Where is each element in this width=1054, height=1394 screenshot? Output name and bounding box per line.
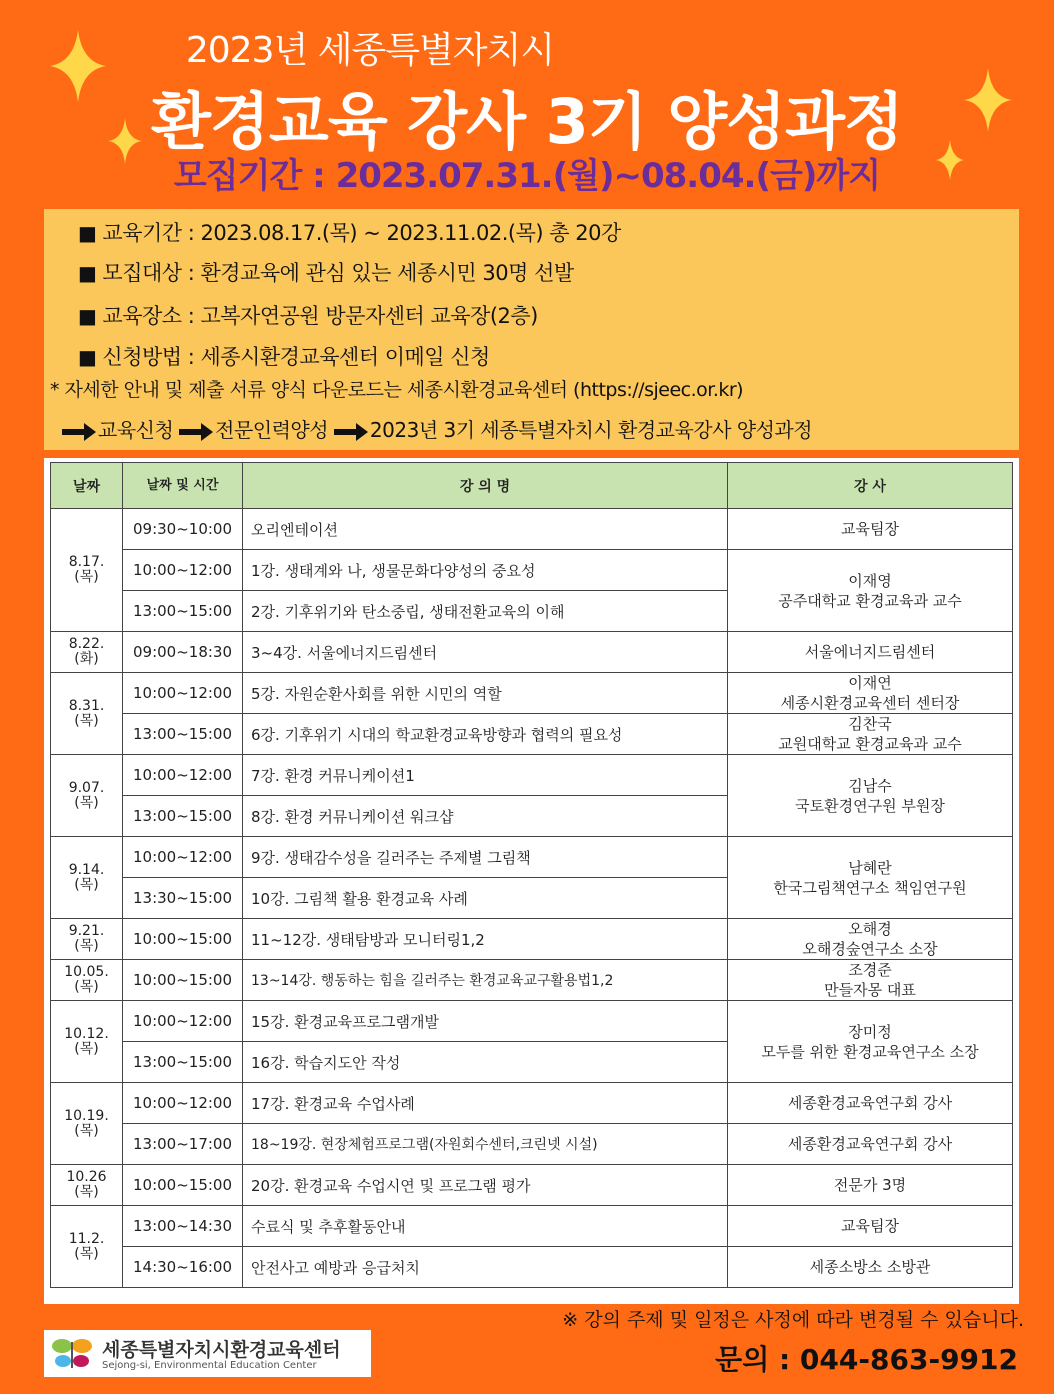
instructor-cell: 이재연 세종시환경교육센터 센터장 [728, 673, 1013, 714]
info-box [44, 209, 1019, 450]
date-cell: 10.05. (목) [51, 960, 123, 1001]
lecture-cell: 1강. 생태계와 나, 생물문화다양성의 중요성 [243, 550, 728, 591]
table-row [51, 714, 1013, 755]
instructor-cell: 전문가 3명 [728, 1165, 1013, 1206]
instructor-cell: 장미정 모두를 위한 환경교육연구소 소장 [728, 1001, 1013, 1083]
lecture-cell: 16강. 학습지도안 작성 [243, 1042, 728, 1083]
logo-name: 세종특별자치시환경교육센터 [102, 1339, 341, 1361]
instructor-cell: 서울에너지드림센터 [728, 632, 1013, 673]
lecture-cell: 6강. 기후위기 시대의 학교환경교육방향과 협력의 필요성 [243, 714, 728, 755]
lecture-cell: 수료식 및 추후활동안내 [243, 1206, 728, 1247]
header-subtitle: 2023년 세종특별자치시 [185, 30, 555, 71]
instructor-cell: 교육팀장 [728, 1206, 1013, 1247]
instructor-cell: 세종소방소 소방관 [728, 1247, 1013, 1288]
time-cell: 10:00~12:00 [123, 1001, 243, 1042]
lecture-cell: 안전사고 예방과 응급처치 [243, 1247, 728, 1288]
time-cell: 10:00~15:00 [123, 960, 243, 1001]
table-row [51, 1165, 1013, 1206]
info-item: ■ 신청방법 : 세종시환경교육센터 이메일 신청 [78, 345, 490, 369]
date-cell: 9.14. (목) [51, 837, 123, 919]
application-path: 교육신청 전문인력양성 2023년 3기 세종특별자치시 환경교육강사 양성과정 [62, 414, 812, 443]
time-cell: 13:00~15:00 [123, 796, 243, 837]
time-cell: 14:30~16:00 [123, 1247, 243, 1288]
recruitment-period: 모집기간 : 2023.07.31.(월)~08.04.(금)까지 [173, 156, 881, 196]
time-cell: 13:00~15:00 [123, 1042, 243, 1083]
instructor-cell: 오해경 오해경숲연구소 소장 [728, 919, 1013, 960]
time-cell: 09:30~10:00 [123, 509, 243, 550]
table-row [51, 1206, 1013, 1247]
instructor-cell: 이재영 공주대학교 환경교육과 교수 [728, 550, 1013, 632]
instructor-cell: 세종환경교육연구회 강사 [728, 1124, 1013, 1165]
table-row [51, 1247, 1013, 1288]
arrow-right-icon [62, 423, 96, 441]
date-cell: 11.2. (목) [51, 1206, 123, 1288]
arrow-right-icon [179, 423, 213, 441]
header-instructor: 강 사 [728, 463, 1013, 509]
date-cell: 10.12. (목) [51, 1001, 123, 1083]
table-row [51, 1124, 1013, 1165]
page-title: 환경교육 강사 3기 양성과정 [151, 85, 903, 158]
table-row [51, 550, 1013, 591]
table-row [51, 960, 1013, 1001]
date-cell: 9.21. (목) [51, 919, 123, 960]
lecture-cell: 11~12강. 생태탐방과 모니터링1,2 [243, 919, 728, 960]
date-cell: 8.17. (목) [51, 509, 123, 632]
lecture-cell: 18~19강. 현장체험프로그램(자원회수센터,크린넷 시설) [243, 1124, 728, 1165]
lecture-cell: 10강. 그림책 활용 환경교육 사례 [243, 878, 728, 919]
time-cell: 10:00~12:00 [123, 673, 243, 714]
instructor-cell: 교육팀장 [728, 509, 1013, 550]
lecture-cell: 9강. 생태감수성을 길러주는 주제별 그림책 [243, 837, 728, 878]
square-bullet-icon: ■ [78, 304, 97, 328]
instructor-cell: 김찬국 교원대학교 환경교육과 교수 [728, 714, 1013, 755]
lecture-cell: 7강. 환경 커뮤니케이션1 [243, 755, 728, 796]
lecture-cell: 8강. 환경 커뮤니케이션 워크샵 [243, 796, 728, 837]
schedule-change-note: ※ 강의 주제 및 일정은 사정에 따라 변경될 수 있습니다. [562, 1309, 1024, 1331]
lecture-cell: 오리엔테이션 [243, 509, 728, 550]
time-cell: 13:30~15:00 [123, 878, 243, 919]
logo-english-name: Sejong-si, Environmental Education Center [102, 1360, 317, 1371]
time-cell: 10:00~12:00 [123, 1083, 243, 1124]
lecture-cell: 17강. 환경교육 수업사례 [243, 1083, 728, 1124]
arrow-right-icon [334, 423, 368, 441]
time-cell: 13:00~17:00 [123, 1124, 243, 1165]
date-cell: 8.22. (화) [51, 632, 123, 673]
lecture-cell: 5강. 자원순환사회를 위한 시민의 역할 [243, 673, 728, 714]
header-datetime: 날짜 및 시간 [123, 463, 243, 509]
lecture-cell: 13~14강. 행동하는 힘을 길러주는 환경교육교구활용법1,2 [243, 960, 728, 1001]
table-row [51, 919, 1013, 960]
table-row [51, 509, 1013, 550]
time-cell: 13:00~15:00 [123, 714, 243, 755]
time-cell: 13:00~15:00 [123, 591, 243, 632]
time-cell: 10:00~12:00 [123, 550, 243, 591]
table-row [51, 1001, 1013, 1042]
square-bullet-icon: ■ [78, 221, 97, 245]
time-cell: 10:00~15:00 [123, 919, 243, 960]
instructor-cell: 세종환경교육연구회 강사 [728, 1083, 1013, 1124]
time-cell: 10:00~15:00 [123, 1165, 243, 1206]
info-item: ■ 모집대상 : 환경교육에 관심 있는 세종시민 30명 선발 [78, 261, 574, 285]
date-cell: 10.19. (목) [51, 1083, 123, 1165]
info-item: ■ 교육장소 : 고복자연공원 방문자센터 교육장(2층) [78, 304, 538, 328]
time-cell: 09:00~18:30 [123, 632, 243, 673]
instructor-cell: 김남수 국토환경연구원 부원장 [728, 755, 1013, 837]
contact-phone: 문의 : 044-863-9912 [715, 1343, 1018, 1376]
info-item: ■ 교육기간 : 2023.08.17.(목) ~ 2023.11.02.(목) 총 20강 [78, 221, 621, 245]
lecture-cell: 2강. 기후위기와 탄소중립, 생태전환교육의 이해 [243, 591, 728, 632]
table-row [51, 673, 1013, 714]
square-bullet-icon: ■ [78, 261, 97, 285]
time-cell: 10:00~12:00 [123, 837, 243, 878]
table-row [51, 1083, 1013, 1124]
table-row [51, 837, 1013, 878]
date-cell: 8.31. (목) [51, 673, 123, 755]
square-bullet-icon: ■ [78, 345, 97, 369]
time-cell: 13:00~14:30 [123, 1206, 243, 1247]
table-header-row [51, 463, 1013, 509]
header-date: 날짜 [51, 463, 123, 509]
table-row [51, 632, 1013, 673]
center-logo [44, 1330, 371, 1377]
instructor-cell: 남혜란 한국그림책연구소 책임연구원 [728, 837, 1013, 919]
schedule-table-container [44, 458, 1019, 1304]
lecture-cell: 15강. 환경교육프로그램개발 [243, 1001, 728, 1042]
website-note: * 자세한 안내 및 제출 서류 양식 다운로드는 세종시환경교육센터 (https://sjeec.or.kr) [50, 379, 744, 401]
lecture-cell: 20강. 환경교육 수업시연 및 프로그램 평가 [243, 1165, 728, 1206]
date-cell: 9.07. (목) [51, 755, 123, 837]
table-row [51, 755, 1013, 796]
butterfly-logo-icon [50, 1336, 94, 1372]
date-cell: 10.26 (목) [51, 1165, 123, 1206]
lecture-cell: 3~4강. 서울에너지드림센터 [243, 632, 728, 673]
header-lecture: 강 의 명 [243, 463, 728, 509]
time-cell: 10:00~12:00 [123, 755, 243, 796]
schedule-table [50, 462, 1013, 1288]
instructor-cell: 조경준 만들자몽 대표 [728, 960, 1013, 1001]
